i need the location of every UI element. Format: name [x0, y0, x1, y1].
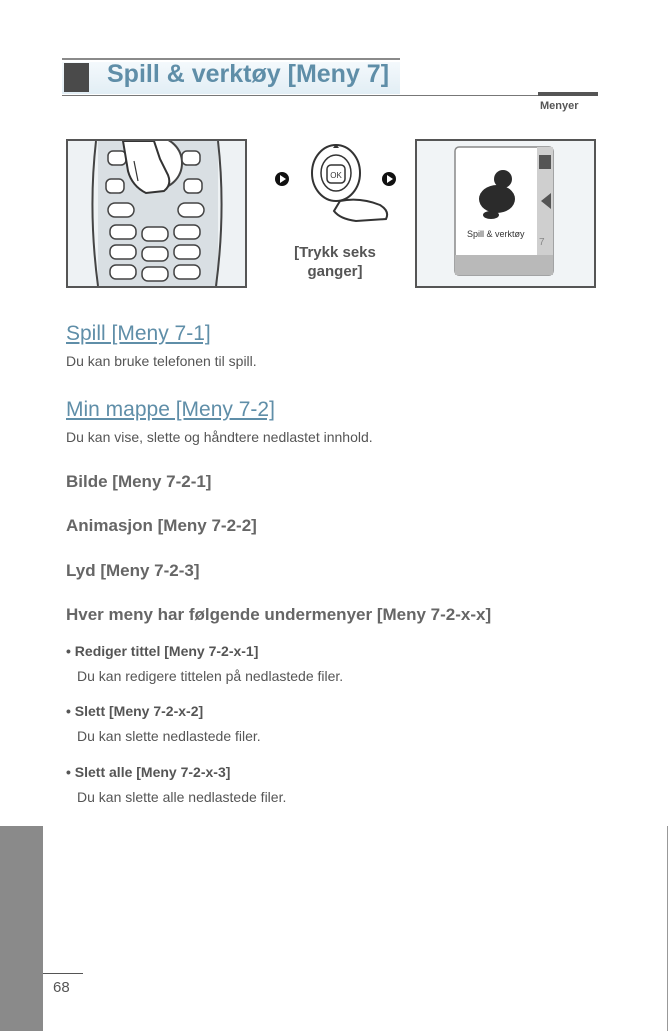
heading-undermenyer: Hver meny har følgende undermenyer [Meny 7-2-x-x]: [66, 605, 492, 624]
text-slett-alle: Du kan slette alle nedlastede filer.: [77, 789, 287, 805]
menu-screen-illustration: [415, 139, 596, 288]
keypad-illustration: [66, 139, 247, 288]
svg-text:OK: OK: [330, 171, 342, 180]
section-label: Menyer: [540, 100, 579, 112]
bullet-rediger-tittel: • Rediger tittel [Meny 7-2-x-1]: [66, 643, 258, 659]
heading-lyd: Lyd [Meny 7-2-3]: [66, 561, 200, 580]
ok-key-illustration: [300, 139, 392, 239]
page-edge-line: [667, 826, 668, 1031]
text-slett: Du kan slette nedlastede filer.: [77, 728, 261, 744]
screen-menu-number: 7: [539, 237, 545, 248]
heading-spill: Spill [Meny 7-1]: [66, 322, 211, 345]
chapter-side-tab: [0, 826, 43, 1031]
text-spill: Du kan bruke telefonen til spill.: [66, 353, 257, 369]
bullet-slett-alle: • Slett alle [Meny 7-2-x-3]: [66, 764, 230, 780]
text-rediger-tittel: Du kan redigere tittelen på nedlastede filer.: [77, 668, 344, 684]
page-title: Spill & verktøy [Meny 7]: [107, 60, 390, 88]
heading-min-mappe: Min mappe [Meny 7-2]: [66, 398, 275, 421]
press-instruction-line2: ganger]: [307, 263, 363, 280]
bullet-slett: • Slett [Meny 7-2-x-2]: [66, 703, 203, 719]
heading-animasjon: Animasjon [Meny 7-2-2]: [66, 516, 257, 535]
header-marker-square: [64, 63, 89, 92]
arrow-right-icon: [275, 172, 289, 186]
heading-bilde: Bilde [Meny 7-2-1]: [66, 472, 212, 491]
screen-menu-label: Spill & verktøy: [467, 229, 525, 239]
press-instruction-line1: [Trykk seks: [294, 244, 376, 261]
section-tab-mark: [538, 92, 598, 96]
text-min-mappe: Du kan vise, slette og håndtere nedlastet innhold.: [66, 429, 373, 445]
page-number: 68: [53, 979, 70, 996]
page-number-rule: [43, 973, 83, 974]
arrow-right-icon: [382, 172, 396, 186]
header-bottom-rule: [62, 95, 598, 96]
press-instruction: [280, 243, 390, 281]
